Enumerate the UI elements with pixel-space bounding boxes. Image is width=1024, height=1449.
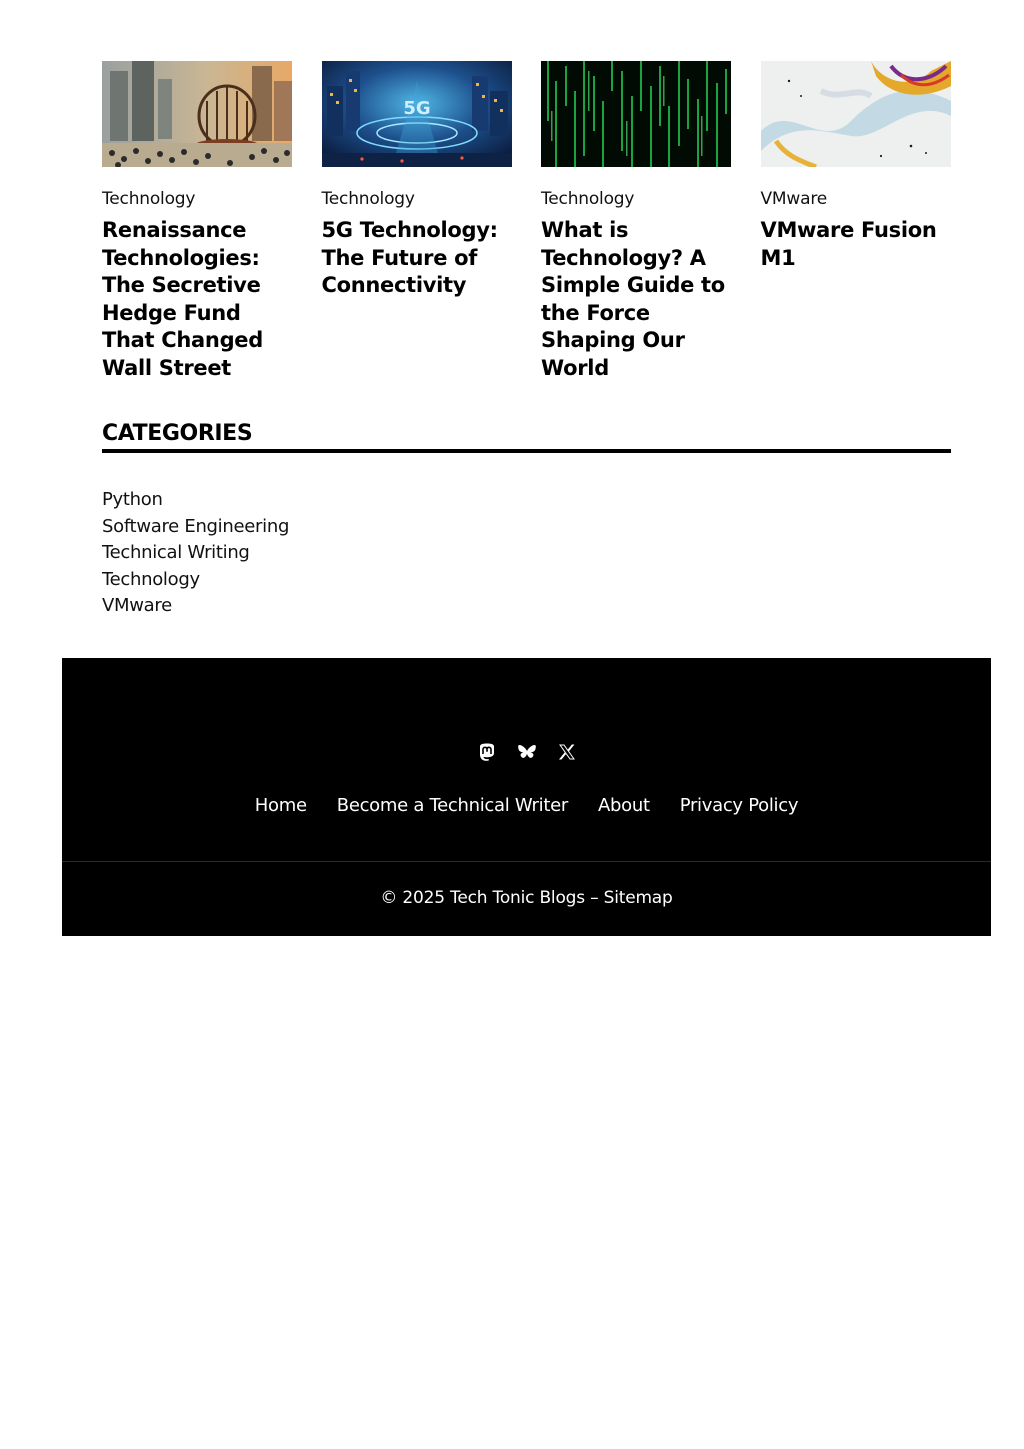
mastodon-icon[interactable]	[477, 742, 497, 762]
category-link[interactable]: VMware	[102, 595, 172, 616]
category-link[interactable]: Software Engineering	[102, 515, 290, 537]
categories-list	[102, 487, 951, 620]
footer-divider	[62, 861, 991, 862]
categories-heading: CATEGORIES	[102, 420, 951, 453]
post-thumbnail[interactable]	[322, 61, 512, 167]
post-title[interactable]: What is Technology? A Simple Guide to the Force Shaping Our World	[541, 218, 725, 380]
post-title[interactable]: Renaissance Technologies: The Secretive Hedge Fund That Changed Wall Street	[102, 218, 263, 380]
category-link[interactable]: Python	[102, 489, 163, 510]
footer-link-about[interactable]: About	[597, 795, 650, 816]
post-category[interactable]: Technology	[541, 189, 635, 209]
post-card	[761, 61, 952, 382]
category-link[interactable]: Technical Writing	[102, 542, 250, 563]
footer-nav	[62, 794, 991, 818]
footer-link-become-writer[interactable]: Become a Technical Writer	[336, 795, 568, 816]
footer-link-privacy[interactable]: Privacy Policy	[679, 795, 799, 816]
post-title[interactable]: VMware Fusion M1	[760, 218, 937, 270]
post-thumbnail[interactable]	[761, 61, 951, 167]
post-category[interactable]: Technology	[321, 189, 415, 209]
bluesky-icon[interactable]	[517, 742, 537, 762]
post-thumbnail[interactable]	[102, 61, 292, 167]
x-icon[interactable]	[557, 742, 577, 762]
posts-grid	[102, 61, 951, 382]
post-category[interactable]: Technology	[102, 189, 196, 209]
social-links	[62, 742, 991, 762]
5g-label: 5G	[402, 98, 431, 119]
post-category[interactable]: VMware	[760, 189, 827, 209]
category-link[interactable]: Technology	[102, 568, 200, 590]
post-card	[541, 61, 732, 382]
copyright-text: © 2025 Tech Tonic Blogs – Sitemap	[380, 888, 673, 908]
post-title[interactable]: 5G Technology: The Future of Connectivity	[321, 218, 498, 297]
footer-link-home[interactable]: Home	[254, 795, 307, 816]
post-thumbnail[interactable]	[541, 61, 731, 167]
categories-widget	[102, 420, 951, 620]
post-card	[322, 61, 513, 382]
post-card	[102, 61, 293, 382]
site-footer	[62, 658, 991, 936]
